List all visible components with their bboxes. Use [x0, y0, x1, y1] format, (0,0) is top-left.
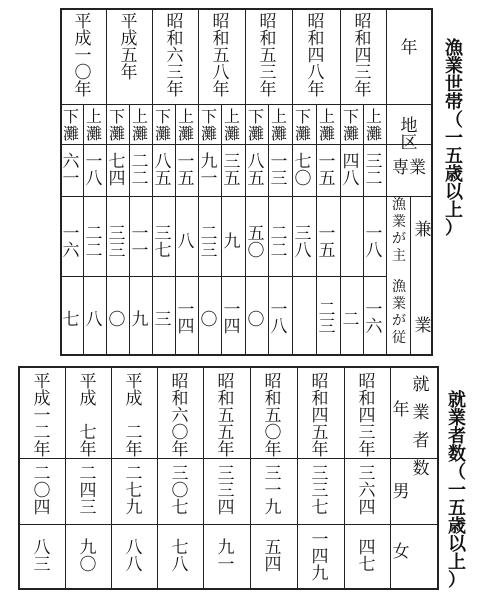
t2-female-5: 八 八: [125, 538, 143, 575]
senkyo-1: 四 八: [342, 152, 360, 189]
area-11: 下 灘: [108, 107, 125, 143]
sub-10: 一 四: [177, 300, 195, 337]
t2-male-header: 男: [392, 482, 410, 502]
area-1: 下 灘: [342, 107, 359, 143]
senkyo-8: 一 五: [177, 152, 195, 189]
area-4: 上 灘: [270, 107, 287, 143]
t1-year-6: 平 成 一 〇 年: [74, 12, 92, 100]
t2-year-6: 平 成 七 年: [79, 372, 97, 460]
area-6: 上 灘: [223, 107, 240, 143]
t1-year-5: 平 成 五 年: [120, 12, 138, 83]
t2-col-header: 就 業 者 数: [412, 375, 430, 479]
kengyo-header: 兼: [414, 220, 432, 240]
senkyo-3: 七 〇: [294, 152, 312, 189]
t2-female-0: 四 七: [358, 538, 376, 575]
area-0: 上 灘: [365, 107, 382, 143]
t2-male-5: 二 七 九: [125, 464, 143, 518]
t2-female-3: 九 一: [217, 538, 235, 575]
senkyo-4: 一 三: [270, 152, 288, 189]
t2-male-0: 三 六 四: [358, 464, 376, 518]
main-3: 三 八: [294, 224, 312, 261]
area-2: 上 灘: [318, 107, 335, 143]
t1-year-3: 昭 和 五 八 年: [212, 12, 230, 100]
sub-9: 〇: [200, 310, 218, 330]
senkyo-10: 二 二: [131, 152, 149, 189]
sub-12: 九: [131, 310, 149, 330]
t2-female-4: 七 八: [171, 538, 189, 575]
senkyo-0: 三 二: [365, 152, 383, 189]
senkyo-5: 八 五: [247, 152, 265, 189]
table2-title: 就 業 者 数 （ 一 五 歳 以 上 ）: [448, 390, 466, 591]
t2-year-7: 平 成 一 二 年: [33, 372, 51, 460]
t2-male-2: 三 一 九: [264, 464, 282, 518]
t2-year-0: 昭 和 四 三 年: [358, 372, 376, 460]
sub-8: 一 四: [223, 300, 241, 337]
t2-female-7: 八 三: [33, 538, 51, 575]
t2-year-1: 昭 和 四 五 年: [311, 372, 329, 460]
t2-male-1: 三 三 七: [311, 464, 329, 518]
sub-14: 八: [85, 310, 103, 330]
t2-female-1: 一 四 九: [311, 530, 329, 584]
table1-title: 漁 業 世 帯 （ 一 五 歳 以 上 ）: [445, 38, 463, 239]
t1-year-1: 昭 和 四 八 年: [307, 12, 325, 100]
t1-year-2: 昭 和 五 三 年: [259, 12, 277, 100]
t2-female-header: 女: [392, 542, 410, 562]
year-header: 年: [400, 38, 418, 58]
main-8: 二 三: [200, 224, 218, 261]
kengyo-sub-header: 漁 業 が 従: [392, 279, 406, 346]
senkyo-7: 九 一: [200, 152, 218, 189]
sub-7: 〇: [247, 310, 265, 330]
main-4: 二 二: [270, 224, 288, 261]
sub-1: 二: [342, 310, 360, 330]
sub-0: 一 六: [365, 300, 383, 337]
area-3: 下 灘: [294, 107, 311, 143]
t2-year-2: 昭 和 五 〇 年: [264, 372, 282, 460]
t1-year-4: 昭 和 六 三 年: [166, 12, 184, 100]
area-7: 下 灘: [200, 107, 217, 143]
sub-5: 一 八: [270, 300, 288, 337]
sub-11: 三: [154, 310, 172, 330]
t2-year-3: 昭 和 五 五 年: [217, 372, 235, 460]
t2-year-5: 平 成 二 年: [125, 372, 143, 460]
t2-female-2: 五 四: [264, 538, 282, 575]
area-10: 上 灘: [131, 107, 148, 143]
senkyo-13: 六 一: [62, 152, 80, 189]
area-5: 下 灘: [247, 107, 264, 143]
t2-male-3: 三 三 四: [217, 464, 235, 518]
main-7: 九: [223, 232, 241, 252]
t2-male-4: 三 〇 七: [171, 464, 189, 518]
main-11: 一 一: [131, 224, 149, 261]
sub-3: 二 三: [318, 300, 336, 337]
senkyo-9: 八 五: [154, 152, 172, 189]
area-12: 上 灘: [85, 107, 102, 143]
t2-male-7: 二 〇 四: [33, 464, 51, 518]
kengyo-header-2: 業: [414, 316, 432, 336]
area-9: 下 灘: [154, 107, 171, 143]
senkyo-header: 専業: [392, 158, 426, 178]
sub-15: 七: [62, 310, 80, 330]
area-8: 上 灘: [177, 107, 194, 143]
main-12: 三 三: [108, 224, 126, 261]
area-13: 下 灘: [62, 107, 79, 143]
t2-year-4: 昭 和 六 〇 年: [171, 372, 189, 460]
senkyo-11: 七 四: [108, 152, 126, 189]
main-2: 一 五: [318, 224, 336, 261]
sub-13: 〇: [108, 310, 126, 330]
senkyo-12: 一 八: [85, 152, 103, 189]
area-header: 地区: [400, 116, 418, 153]
main-13: 二 二: [85, 224, 103, 261]
senkyo-6: 三 五: [223, 152, 241, 189]
t2-male-6: 二 四 三: [79, 464, 97, 518]
t2-female-6: 九 〇: [79, 538, 97, 575]
main-9: 八: [177, 232, 195, 252]
kengyo-main-header: 漁 業 が 主: [392, 197, 406, 264]
senkyo-2: 一 五: [318, 152, 336, 189]
main-10: 三 七: [154, 224, 172, 261]
main-0: 一 八: [365, 224, 383, 261]
t1-year-0: 昭 和 四 三 年: [354, 12, 372, 100]
t2-year-header: 年: [392, 400, 410, 420]
main-5: 五 〇: [247, 224, 265, 261]
main-14: 一 六: [62, 224, 80, 261]
